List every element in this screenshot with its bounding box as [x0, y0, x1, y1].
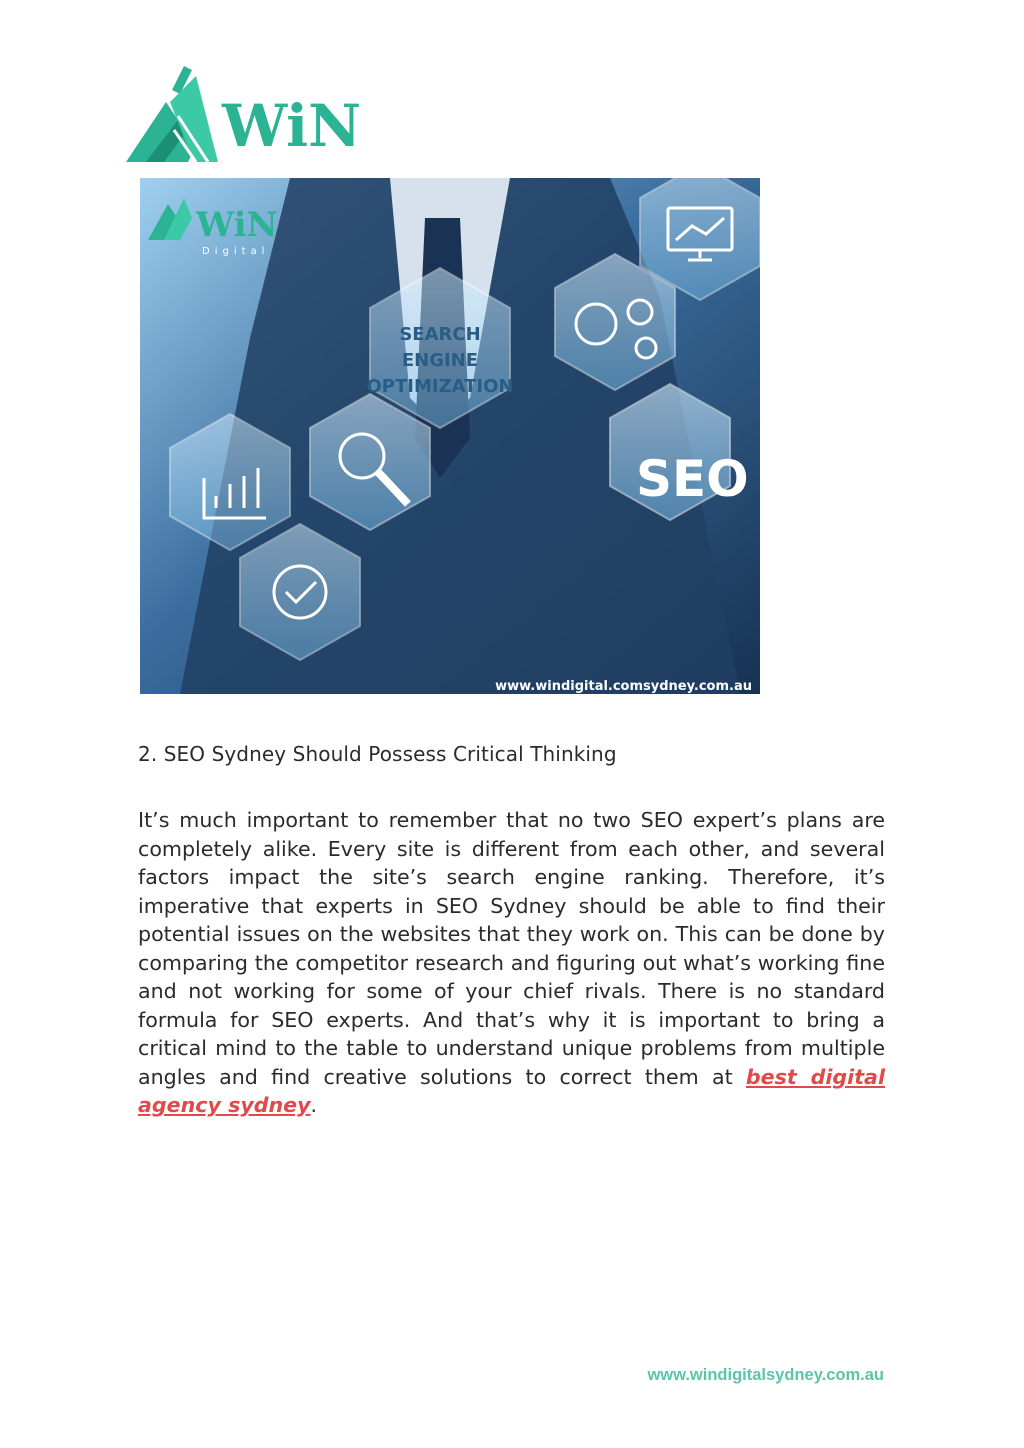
hex-text-search: SEARCH	[399, 324, 481, 345]
hero-watermark-url: www.windigital.comsydney.com.au	[495, 679, 752, 694]
hero-logo-wordmark: WiN	[196, 205, 278, 245]
article-body-text: It’s much important to remember that no two SEO expert’s plans are completely alike. Every site is different from each other, and several factors impact the site’s search engine ranking. Therefore, it’s imperative that experts in SEO Sydney should be able to find their potential issues on the websites that they work on. This can be done by comparing the competitor research and figuring out what’s working fine and not working for some of your chief rivals. There is no standard formula for SEO experts. And that’s why it is important to bring a critical mind to the table to understand unique problems from multiple angles and find creative solutions to correct them at	[138, 808, 885, 1089]
hex-text-seo: SEO	[636, 450, 749, 508]
best-digital-agency-link[interactable]: best digital agency sydney	[138, 1064, 886, 1117]
article-heading: 2. SEO Sydney Should Possess Critical Thinking	[138, 742, 617, 766]
hex-text-engine: ENGINE	[401, 350, 479, 371]
brand-logo	[126, 62, 366, 166]
logo-wordmark: WiN	[222, 92, 362, 160]
article-body	[138, 806, 885, 1120]
hero-image	[140, 178, 760, 694]
hex-text-optimization: OPTIMIZATION	[366, 376, 514, 397]
article-body-trailing: .	[310, 1093, 318, 1117]
footer-url: www.windigitalsydney.com.au	[647, 1366, 884, 1384]
hero-logo-sub: Digital	[202, 246, 270, 257]
